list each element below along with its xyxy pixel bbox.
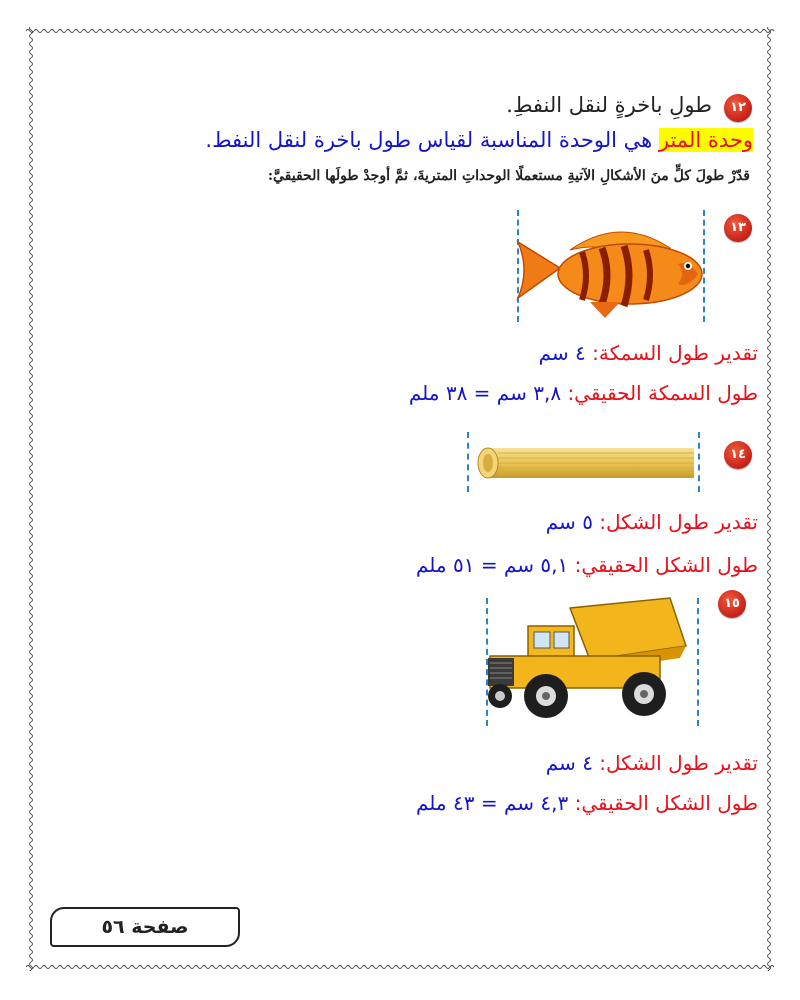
q14-estimate-label: تقدير طول الشكل: — [599, 510, 758, 534]
measure-line-right — [697, 598, 699, 726]
question-number-12: ١٢ — [724, 94, 752, 122]
measure-line-right — [698, 432, 700, 492]
measure-line-left — [467, 432, 469, 492]
q15-estimate — [546, 751, 758, 775]
answer-12-text: هي الوحدة المناسبة لقياس طول باخرة لنقل النفط. — [205, 128, 659, 152]
pasta-image — [470, 444, 696, 482]
q15-actual-value: ٤,٣ سم = ٤٣ ملم — [415, 791, 575, 815]
q14-estimate — [546, 510, 758, 534]
question-number-13: ١٣ — [724, 214, 752, 242]
q13-actual-label: طول السمكة الحقيقي: — [567, 381, 758, 405]
question-number-15: ١٥ — [718, 590, 746, 618]
dump-truck-image — [480, 596, 696, 722]
instructions: قدّرْ طولَ كلٍّ منَ الأشكالِ الآتيةِ مستعملًا الوحداتِ المتريةَ، ثمَّ أوجدْ طولَها الحقيقيَّ: — [267, 168, 750, 184]
q15-actual-label: طول الشكل الحقيقي: — [574, 791, 758, 815]
q13-estimate-label: تقدير طول السمكة: — [592, 341, 758, 365]
q15-estimate-value: ٤ سم — [545, 751, 600, 775]
q14-actual-label: طول الشكل الحقيقي: — [574, 553, 758, 577]
q13-estimate — [539, 341, 758, 365]
q15-actual — [416, 791, 758, 815]
answer-12 — [205, 128, 753, 152]
q13-estimate-value: ٤ سم — [538, 341, 593, 365]
page-border — [10, 10, 790, 990]
q14-estimate-value: ٥ سم — [545, 510, 600, 534]
q14-actual-value: ٥,١ سم = ٥١ ملم — [415, 553, 575, 577]
q13-actual — [409, 381, 758, 405]
q15-estimate-label: تقدير طول الشكل: — [599, 751, 758, 775]
question-number-14: ١٤ — [724, 441, 752, 469]
q14-actual — [416, 553, 758, 577]
page-number: صفحة ٥٦ — [50, 907, 240, 947]
answer-12-highlight: وحدة المتر — [658, 128, 753, 152]
q13-actual-value: ٣,٨ سم = ٣٨ ملم — [408, 381, 568, 405]
fish-image — [510, 220, 710, 320]
question-12-text: طولِ باخرةٍ لنقل النفطِ. — [506, 93, 712, 117]
